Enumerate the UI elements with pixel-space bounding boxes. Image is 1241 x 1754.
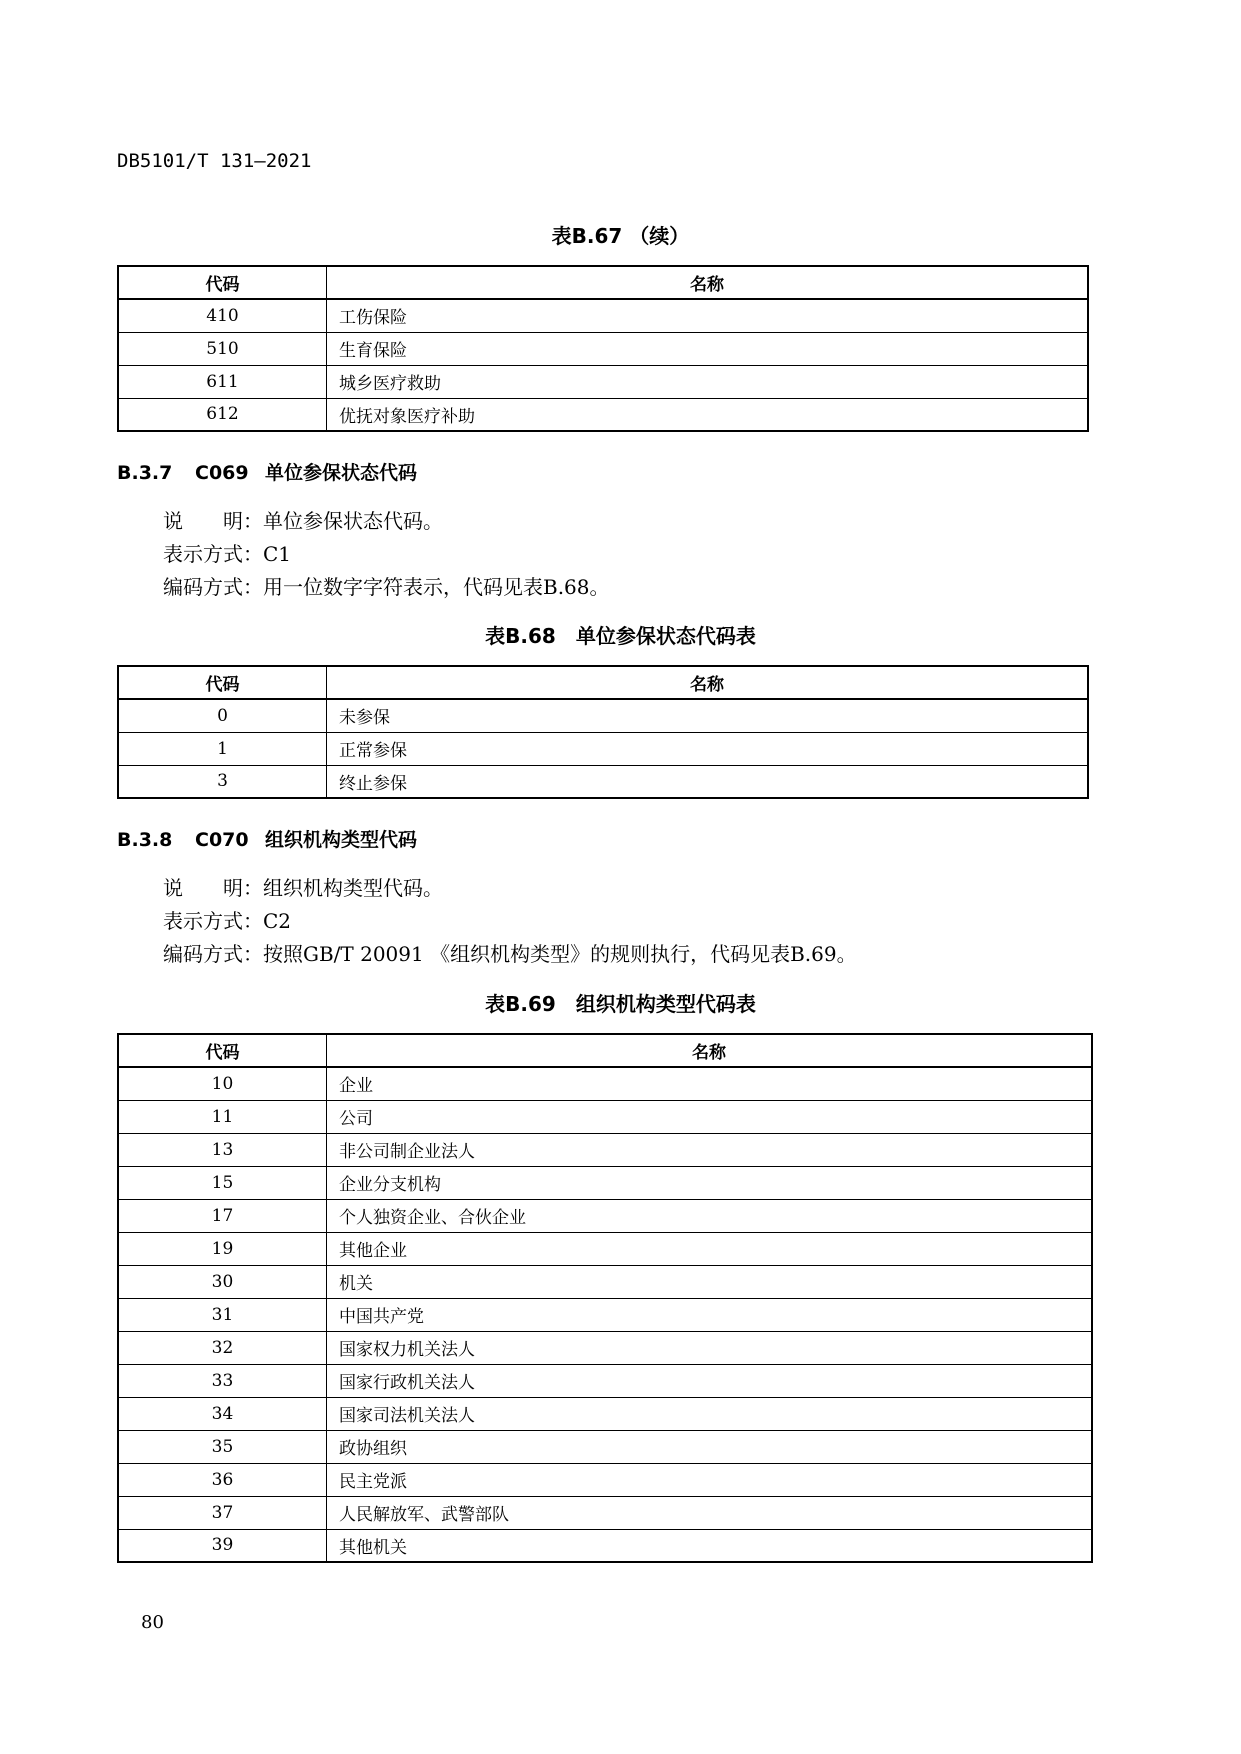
code-cell: 32 (118, 1331, 327, 1364)
code-cell: 15 (118, 1166, 327, 1199)
description-value: 单位参保状态代码。 (263, 509, 443, 533)
name-cell: 正常参保 (327, 732, 1089, 765)
section-title: 组织机构类型代码 (265, 829, 418, 851)
code-cell: 17 (118, 1199, 327, 1232)
representation-line (163, 538, 291, 567)
code-cell: 1 (118, 732, 327, 765)
column-header-name: 名称 (327, 666, 1089, 699)
table-row (118, 1067, 1092, 1100)
name-cell: 生育保险 (327, 332, 1089, 365)
table-row (118, 1463, 1092, 1496)
table-row (118, 1331, 1092, 1364)
code-cell: 33 (118, 1364, 327, 1397)
name-cell: 国家行政机关法人 (327, 1364, 1093, 1397)
table-row (118, 332, 1088, 365)
document-id: DB5101/T 131—2021 (117, 150, 312, 172)
name-cell: 个人独资企业、合伙企业 (327, 1199, 1093, 1232)
table-67 (117, 265, 1089, 432)
encoding-value: 用一位数字字符表示，代码见表B.68。 (263, 575, 610, 599)
column-header-code: 代码 (118, 1034, 327, 1067)
name-cell: 国家权力机关法人 (327, 1331, 1093, 1364)
code-cell: 35 (118, 1430, 327, 1463)
section-title: 单位参保状态代码 (265, 462, 418, 484)
encoding-label: 编码方式： (163, 575, 263, 599)
name-cell: 非公司制企业法人 (327, 1133, 1093, 1166)
table-row (118, 365, 1088, 398)
name-cell: 人民解放军、武警部队 (327, 1496, 1093, 1529)
code-cell: 0 (118, 699, 327, 732)
column-header-name: 名称 (327, 266, 1089, 299)
table-row (118, 1100, 1092, 1133)
name-cell: 工伤保险 (339, 308, 407, 329)
section-heading-b38 (117, 825, 417, 852)
code-cell: 36 (118, 1463, 327, 1496)
section-number: B.3.7 (117, 462, 173, 484)
table-69 (117, 1033, 1093, 1563)
table-row (118, 1496, 1092, 1529)
code-cell: 34 (118, 1397, 327, 1430)
name-cell: 企业分支机构 (327, 1166, 1093, 1199)
encoding-label: 编码方式： (163, 942, 263, 966)
code-cell: 31 (118, 1298, 327, 1331)
code-cell: 611 (118, 365, 327, 398)
description-label: 说 明： (163, 876, 263, 900)
representation-label: 表示方式： (163, 542, 263, 566)
name-cell: 公司 (327, 1100, 1093, 1133)
section-code: C069 (195, 462, 249, 484)
table-row (118, 765, 1088, 798)
table-row (118, 299, 1088, 332)
table-row (118, 1397, 1092, 1430)
table-row (118, 1529, 1092, 1562)
table-row (118, 1430, 1092, 1463)
section-number: B.3.8 (117, 829, 173, 851)
table-row (118, 1232, 1092, 1265)
description-line (163, 505, 443, 534)
section-heading-b37 (117, 458, 417, 485)
code-cell: 612 (118, 398, 327, 431)
table-row (118, 1265, 1092, 1298)
name-cell: 国家司法机关法人 (327, 1397, 1093, 1430)
name-cell: 其他机关 (327, 1529, 1093, 1562)
column-header-code: 代码 (118, 266, 327, 299)
code-cell: 410 (118, 299, 327, 332)
encoding-line (163, 571, 610, 600)
encoding-line (163, 938, 857, 967)
name-cell: 中国共产党 (327, 1298, 1093, 1331)
table-69-caption: 表B.69 组织机构类型代码表 (485, 992, 756, 1016)
code-cell: 39 (118, 1529, 327, 1562)
code-cell: 10 (118, 1067, 327, 1100)
name-cell: 优抚对象医疗补助 (327, 398, 1089, 431)
name-cell: 机关 (327, 1265, 1093, 1298)
representation-value: C2 (263, 909, 292, 933)
table-row (118, 1364, 1092, 1397)
code-cell: 13 (118, 1133, 327, 1166)
name-cell: 未参保 (339, 708, 390, 729)
description-label: 说 明： (163, 509, 263, 533)
representation-value: C1 (263, 542, 292, 566)
representation-label: 表示方式： (163, 909, 263, 933)
encoding-value: 按照GB/T 20091 《组织机构类型》的规则执行，代码见表B.69。 (263, 942, 857, 966)
table-row (118, 398, 1088, 431)
name-cell: 终止参保 (327, 765, 1089, 798)
section-code: C070 (195, 829, 249, 851)
code-cell: 510 (118, 332, 327, 365)
column-header-code: 代码 (118, 666, 327, 699)
table-row (118, 1133, 1092, 1166)
table-row (118, 699, 1088, 732)
table-row (118, 1199, 1092, 1232)
table-68 (117, 665, 1089, 799)
column-header-name: 名称 (327, 1034, 1093, 1067)
code-cell: 30 (118, 1265, 327, 1298)
name-cell: 民主党派 (327, 1463, 1093, 1496)
table-68-caption: 表B.68 单位参保状态代码表 (485, 624, 756, 648)
representation-line (163, 905, 291, 934)
code-cell: 37 (118, 1496, 327, 1529)
description-value: 组织机构类型代码。 (263, 876, 443, 900)
code-cell: 3 (118, 765, 327, 798)
page-number: 80 (141, 1612, 164, 1633)
name-cell: 其他企业 (327, 1232, 1093, 1265)
description-line (163, 872, 443, 901)
code-cell: 19 (118, 1232, 327, 1265)
table-row (118, 732, 1088, 765)
name-cell: 企业 (339, 1076, 373, 1097)
table-67-caption: 表B.67 （续） (551, 224, 690, 248)
name-cell: 城乡医疗救助 (327, 365, 1089, 398)
code-cell: 11 (118, 1100, 327, 1133)
table-row (118, 1166, 1092, 1199)
table-row (118, 1298, 1092, 1331)
name-cell: 政协组织 (327, 1430, 1093, 1463)
